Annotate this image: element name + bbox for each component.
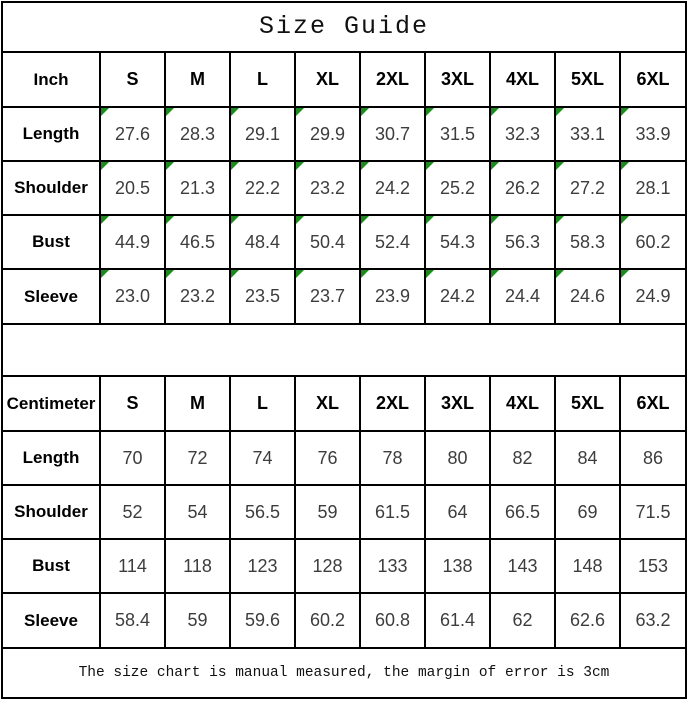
size-value: 24.6 <box>569 286 606 306</box>
measurement-row-label: Length <box>3 107 100 161</box>
size-value-cell <box>165 269 230 323</box>
comment-marker-icon <box>166 162 174 170</box>
size-value: 23.2 <box>309 177 346 198</box>
size-value-cell: 148 <box>555 539 620 593</box>
size-value-cell <box>490 215 555 269</box>
comment-marker-icon <box>231 108 239 116</box>
size-value-cell <box>230 269 295 323</box>
comment-marker-icon <box>556 270 564 278</box>
size-column-header: S <box>100 53 165 107</box>
table-row <box>3 485 685 539</box>
size-value: 23.5 <box>244 286 281 306</box>
size-column-header: 5XL <box>555 53 620 107</box>
size-column-header: 4XL <box>490 53 555 107</box>
size-column-header: L <box>230 53 295 107</box>
size-value-cell: 66.5 <box>490 485 555 539</box>
size-column-header: S <box>100 377 165 431</box>
size-value-cell: 64 <box>425 485 490 539</box>
measurement-row-label: Shoulder <box>3 161 100 215</box>
size-value-cell <box>360 215 425 269</box>
size-value-cell: 128 <box>295 539 360 593</box>
table-row <box>3 593 685 647</box>
size-value: 48.4 <box>244 231 281 252</box>
size-column-header: 3XL <box>425 377 490 431</box>
size-value: 31.5 <box>439 123 476 144</box>
size-value-cell <box>100 215 165 269</box>
size-value: 24.2 <box>374 177 411 198</box>
size-value-cell: 71.5 <box>620 485 685 539</box>
size-value-cell <box>425 161 490 215</box>
size-value-cell: 58.4 <box>100 593 165 647</box>
size-value: 21.3 <box>179 177 216 198</box>
comment-marker-icon <box>101 108 109 116</box>
size-value-cell <box>230 161 295 215</box>
size-value: 33.9 <box>635 123 671 144</box>
size-value-cell: 133 <box>360 539 425 593</box>
comment-marker-icon <box>621 162 629 170</box>
comment-marker-icon <box>426 162 434 170</box>
size-value: 44.9 <box>114 231 151 252</box>
size-value: 58.3 <box>569 231 606 252</box>
page-title: Size Guide <box>3 3 685 53</box>
size-column-header: 6XL <box>620 377 685 431</box>
size-value-cell <box>230 215 295 269</box>
size-value-cell: 72 <box>165 431 230 485</box>
comment-marker-icon <box>101 216 109 224</box>
size-value-cell: 118 <box>165 539 230 593</box>
size-value-cell <box>100 269 165 323</box>
size-value-cell <box>620 269 685 323</box>
comment-marker-icon <box>426 108 434 116</box>
size-value-cell <box>100 107 165 161</box>
size-value-cell <box>295 107 360 161</box>
size-value-cell: 62.6 <box>555 593 620 647</box>
comment-marker-icon <box>361 108 369 116</box>
size-value-cell: 59 <box>295 485 360 539</box>
size-value: 32.3 <box>504 123 541 144</box>
comment-marker-icon <box>491 108 499 116</box>
size-value-cell: 114 <box>100 539 165 593</box>
comment-marker-icon <box>231 162 239 170</box>
size-value: 24.4 <box>504 286 541 306</box>
size-value-cell <box>295 269 360 323</box>
size-value-cell: 84 <box>555 431 620 485</box>
size-value-cell: 63.2 <box>620 593 685 647</box>
table-header-row <box>3 377 685 431</box>
size-value: 52.4 <box>374 231 411 252</box>
size-value-cell: 59.6 <box>230 593 295 647</box>
size-value-cell <box>620 215 685 269</box>
comment-marker-icon <box>166 216 174 224</box>
size-value: 46.5 <box>179 231 216 252</box>
size-column-header: M <box>165 377 230 431</box>
size-column-header: 3XL <box>425 53 490 107</box>
size-value: 20.5 <box>114 177 151 198</box>
comment-marker-icon <box>361 270 369 278</box>
comment-marker-icon <box>621 270 629 278</box>
size-column-header: 5XL <box>555 377 620 431</box>
table-gap <box>3 323 685 377</box>
comment-marker-icon <box>361 162 369 170</box>
measurement-row-label: Bust <box>3 539 100 593</box>
comment-marker-icon <box>491 162 499 170</box>
size-value: 23.2 <box>179 286 216 306</box>
size-guide-sheet <box>1 1 687 699</box>
size-value-cell: 153 <box>620 539 685 593</box>
size-value-cell: 123 <box>230 539 295 593</box>
comment-marker-icon <box>231 270 239 278</box>
size-value-cell <box>490 269 555 323</box>
size-value-cell: 56.5 <box>230 485 295 539</box>
table-header-row <box>3 53 685 107</box>
table-row <box>3 431 685 485</box>
size-value-cell <box>555 107 620 161</box>
table-row <box>3 215 685 269</box>
size-value: 26.2 <box>504 177 541 198</box>
comment-marker-icon <box>361 216 369 224</box>
size-value-cell <box>295 161 360 215</box>
size-value-cell <box>425 215 490 269</box>
comment-marker-icon <box>296 162 304 170</box>
size-value: 54.3 <box>439 231 476 252</box>
measurement-row-label: Shoulder <box>3 485 100 539</box>
measurement-row-label: Bust <box>3 215 100 269</box>
size-value: 60.2 <box>635 231 671 252</box>
size-value-cell: 78 <box>360 431 425 485</box>
comment-marker-icon <box>166 270 174 278</box>
size-column-header: 4XL <box>490 377 555 431</box>
size-value-cell <box>555 215 620 269</box>
size-value-cell: 62 <box>490 593 555 647</box>
comment-marker-icon <box>296 216 304 224</box>
size-value: 22.2 <box>244 177 281 198</box>
size-column-header: 6XL <box>620 53 685 107</box>
size-column-header: XL <box>295 377 360 431</box>
size-value: 27.2 <box>569 177 606 198</box>
size-value: 28.1 <box>635 177 671 198</box>
table-row <box>3 269 685 323</box>
measurement-row-label: Sleeve <box>3 269 100 323</box>
footer-note: The size chart is manual measured, the margin of error is 3cm <box>3 647 685 697</box>
comment-marker-icon <box>621 216 629 224</box>
unit-header-cell: Centimeter <box>3 377 100 431</box>
comment-marker-icon <box>556 108 564 116</box>
size-column-header: 2XL <box>360 53 425 107</box>
size-value-cell: 52 <box>100 485 165 539</box>
size-value-cell: 80 <box>425 431 490 485</box>
size-value-cell <box>100 161 165 215</box>
measurement-row-label: Length <box>3 431 100 485</box>
size-value-cell: 82 <box>490 431 555 485</box>
size-value: 25.2 <box>439 177 476 198</box>
size-value-cell <box>295 215 360 269</box>
size-value-cell <box>360 161 425 215</box>
size-value-cell: 54 <box>165 485 230 539</box>
size-value-cell <box>165 107 230 161</box>
size-value-cell <box>490 161 555 215</box>
cm-size-table <box>3 377 685 647</box>
measurement-row-label: Sleeve <box>3 593 100 647</box>
table-row <box>3 107 685 161</box>
size-value-cell <box>165 215 230 269</box>
comment-marker-icon <box>296 270 304 278</box>
size-value-cell <box>425 269 490 323</box>
size-value-cell: 69 <box>555 485 620 539</box>
size-column-header: L <box>230 377 295 431</box>
size-value-cell: 138 <box>425 539 490 593</box>
size-value: 23.0 <box>114 286 151 306</box>
size-value: 27.6 <box>114 123 151 144</box>
size-value: 24.2 <box>439 286 476 306</box>
size-value-cell <box>425 107 490 161</box>
size-value-cell: 76 <box>295 431 360 485</box>
size-value-cell: 70 <box>100 431 165 485</box>
comment-marker-icon <box>166 108 174 116</box>
size-value-cell <box>165 161 230 215</box>
size-value: 29.9 <box>309 123 346 144</box>
size-value-cell <box>360 107 425 161</box>
comment-marker-icon <box>556 162 564 170</box>
comment-marker-icon <box>296 108 304 116</box>
unit-header-cell: Inch <box>3 53 100 107</box>
size-column-header: M <box>165 53 230 107</box>
table-row <box>3 539 685 593</box>
size-value-cell <box>360 269 425 323</box>
size-value: 28.3 <box>179 123 216 144</box>
comment-marker-icon <box>101 270 109 278</box>
size-value-cell: 60.2 <box>295 593 360 647</box>
comment-marker-icon <box>426 270 434 278</box>
comment-marker-icon <box>426 216 434 224</box>
size-value-cell <box>490 107 555 161</box>
inch-size-table <box>3 53 685 323</box>
size-value: 24.9 <box>635 286 671 306</box>
size-value-cell: 60.8 <box>360 593 425 647</box>
size-value: 56.3 <box>504 231 541 252</box>
comment-marker-icon <box>101 162 109 170</box>
comment-marker-icon <box>621 108 629 116</box>
size-value-cell: 86 <box>620 431 685 485</box>
size-value: 23.9 <box>374 286 411 306</box>
size-value-cell: 61.5 <box>360 485 425 539</box>
size-value-cell: 143 <box>490 539 555 593</box>
size-value-cell <box>555 161 620 215</box>
size-value: 50.4 <box>309 231 346 252</box>
size-value: 23.7 <box>309 286 346 306</box>
comment-marker-icon <box>491 270 499 278</box>
size-value: 30.7 <box>374 123 411 144</box>
size-value-cell: 61.4 <box>425 593 490 647</box>
comment-marker-icon <box>556 216 564 224</box>
size-value: 33.1 <box>569 123 606 144</box>
comment-marker-icon <box>491 216 499 224</box>
size-value-cell <box>620 161 685 215</box>
size-value-cell <box>620 107 685 161</box>
comment-marker-icon <box>231 216 239 224</box>
size-value-cell: 59 <box>165 593 230 647</box>
size-value-cell: 74 <box>230 431 295 485</box>
size-value-cell <box>230 107 295 161</box>
size-column-header: XL <box>295 53 360 107</box>
size-value: 29.1 <box>244 123 281 144</box>
size-value-cell <box>555 269 620 323</box>
size-column-header: 2XL <box>360 377 425 431</box>
table-row <box>3 161 685 215</box>
